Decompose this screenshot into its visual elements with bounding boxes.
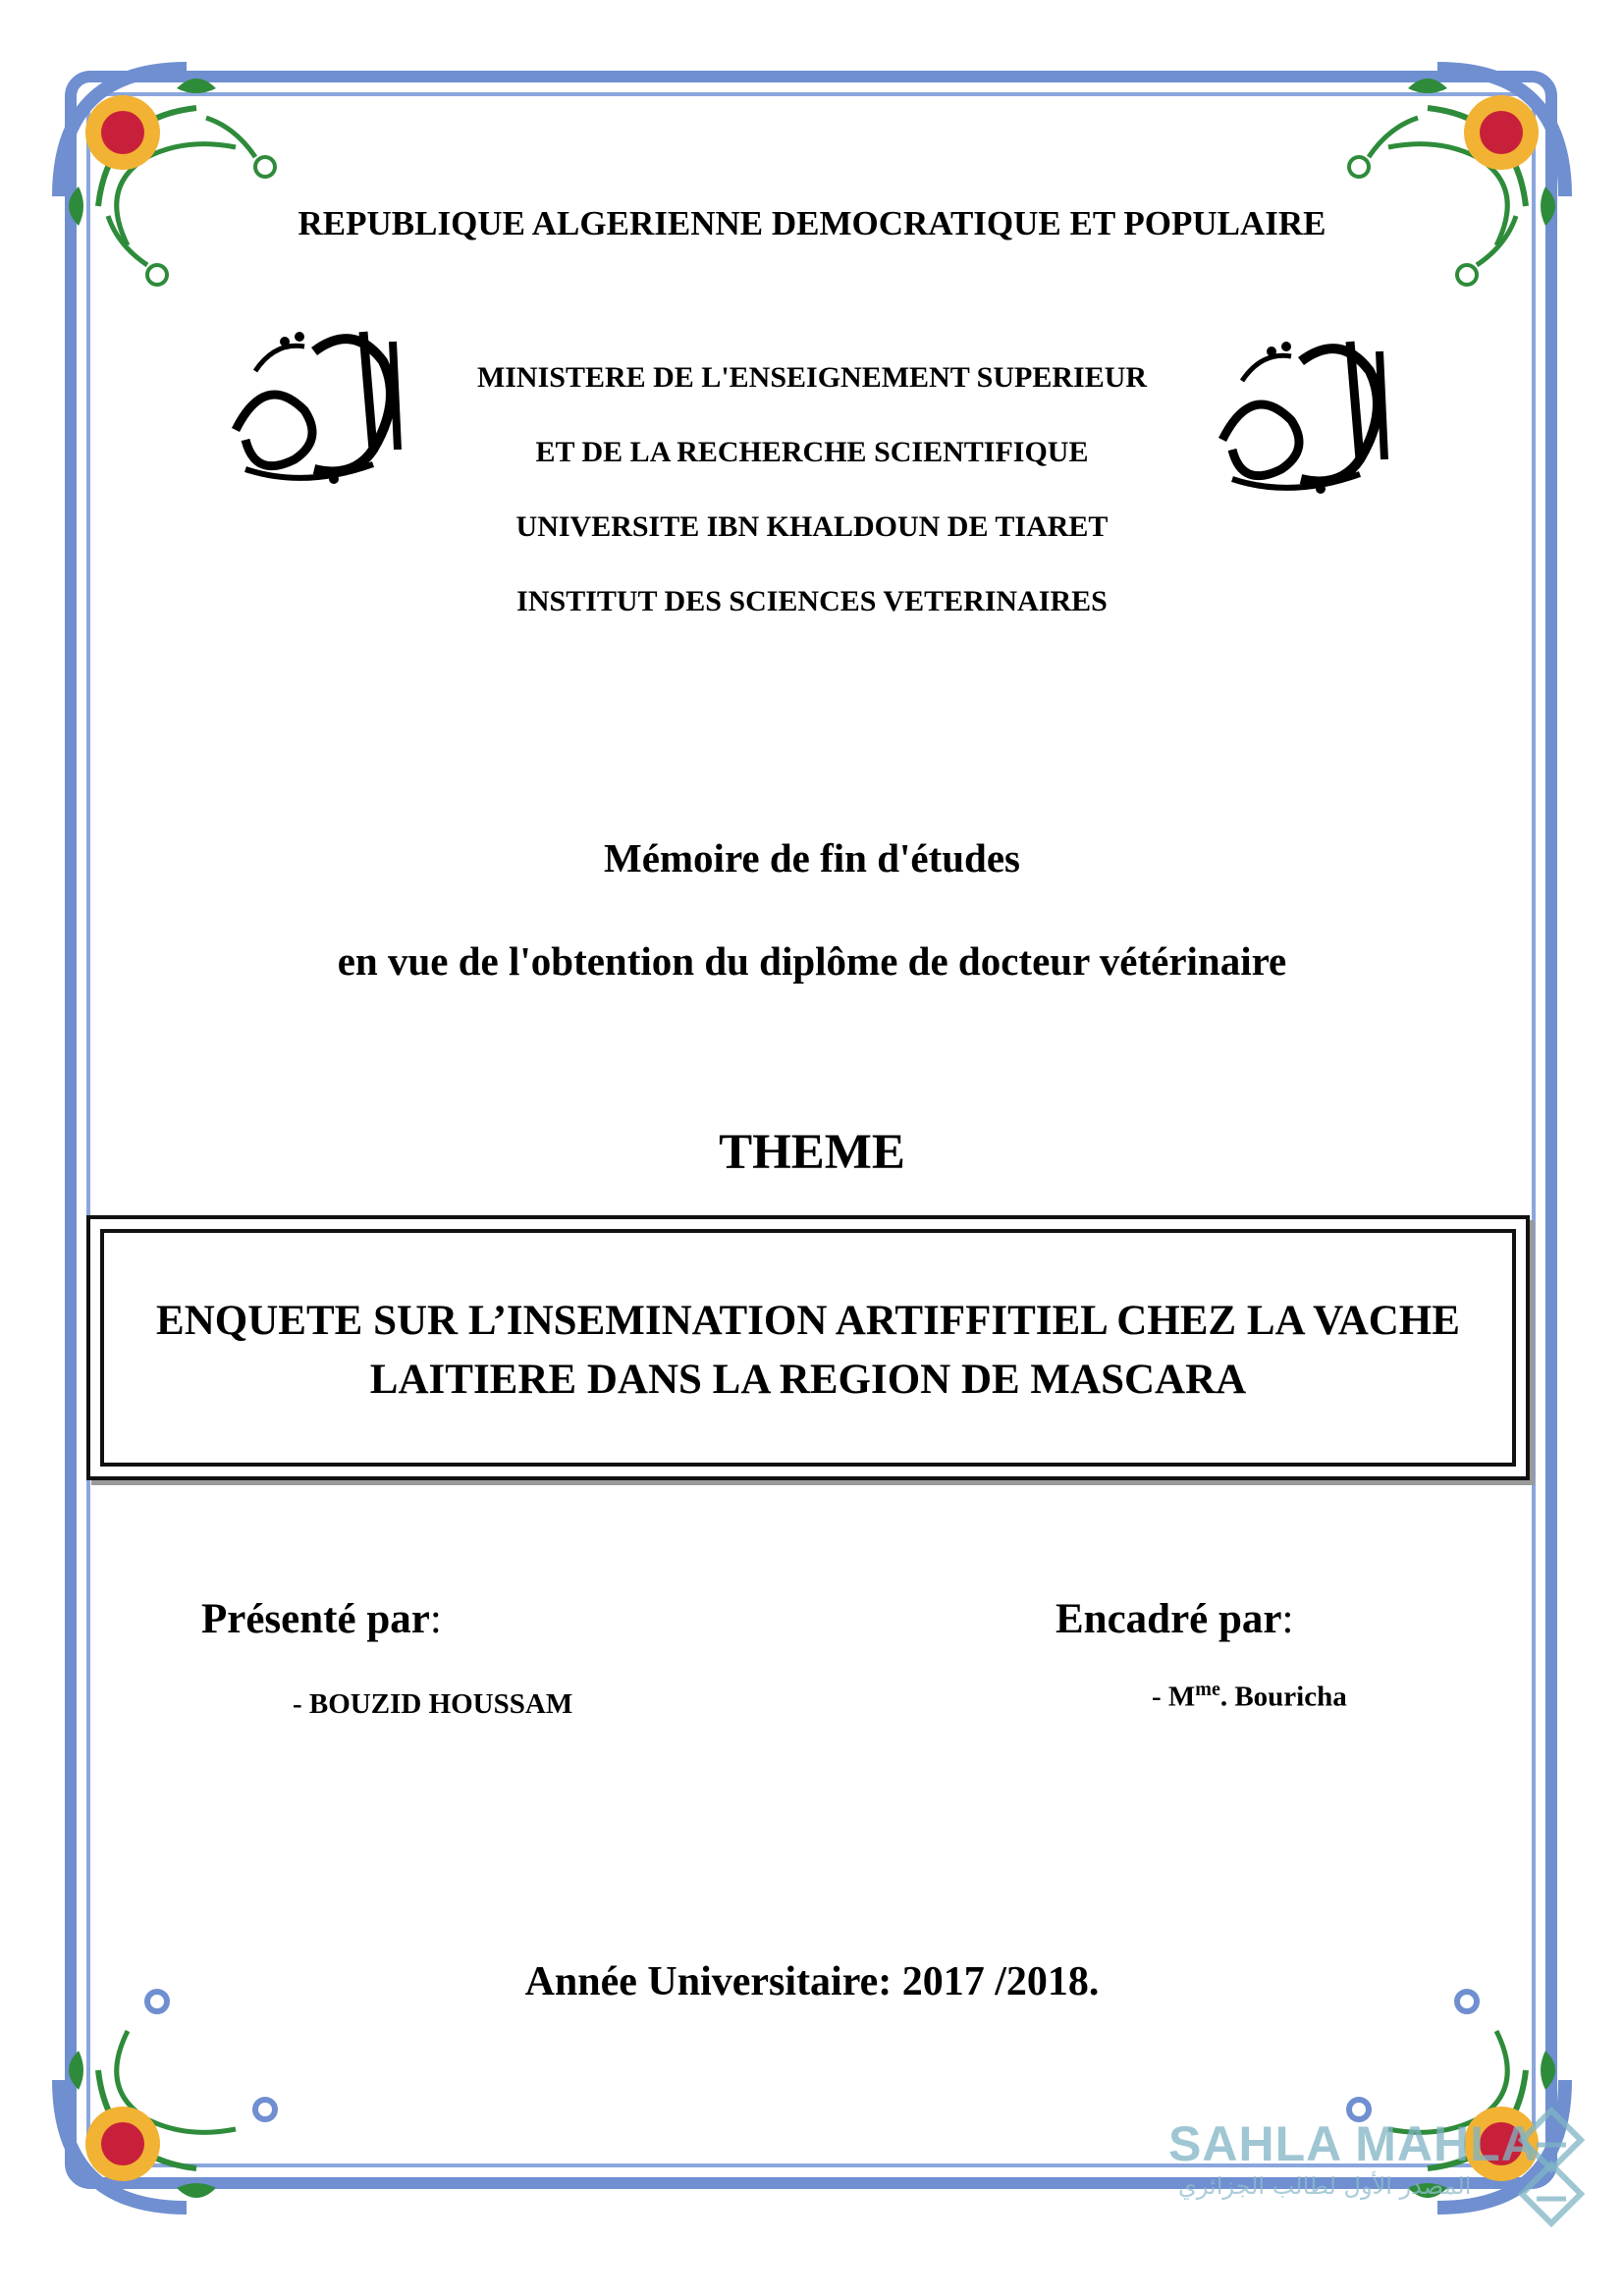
watermark [1168,2115,1581,2243]
watermark-tagline: المصدر الأول لطالب الجزائري [1178,2172,1472,2200]
watermark-logo-icon [1512,2106,1591,2243]
diploma-purpose: en vue de l'obtention du diplôme de docteur vétérinaire [337,938,1287,984]
corner-ornament-icon [1290,49,1585,344]
supervisor-name: - $M^{me}$. Bouricha [1152,1679,1347,1713]
ministry-line-2: ET DE LA RECHERCHE SCIENTIFIQUE [535,436,1089,468]
memoire-title: Mémoire de fin d'études [604,835,1020,881]
watermark-brand: SAHLA MAHLA [1168,2116,1538,2171]
institute-name: INSTITUT DES SCIENCES VETERINAIRES [516,585,1108,617]
ministry-line-1: MINISTERE DE L'ENSEIGNEMENT SUPERIEUR [476,361,1148,394]
university-logo-left-icon [216,312,422,499]
republic-heading: REPUBLIQUE ALGERIENNE DEMOCRATIQUE ET POPULAIRE [298,204,1326,242]
thesis-title-line-2: LAITIERE DANS LA REGION DE MASCARA [369,1357,1247,1403]
theme-title-box-inner-border [100,1229,1516,1467]
theme-heading: THEME [719,1125,905,1180]
university-name: UNIVERSITE IBN KHALDOUN DE TIARET [515,510,1109,543]
corner-ornament-icon [39,49,334,344]
thesis-title [104,1292,1512,1410]
theme-title-box [86,1215,1530,1480]
supervised-by-label: Encadré par: [1056,1596,1294,1642]
thesis-title-line-1: ENQUETE SUR L’INSEMINATION ARTIFFITIEL CHEZ LA VACHE [156,1298,1460,1344]
presented-by-label: Présenté par: [201,1596,442,1642]
academic-year: Année Universitaire: 2017 /2018. [524,1959,1100,2004]
university-logo-right-icon [1203,322,1409,508]
student-name: - BOUZID HOUSSAM [293,1688,573,1720]
